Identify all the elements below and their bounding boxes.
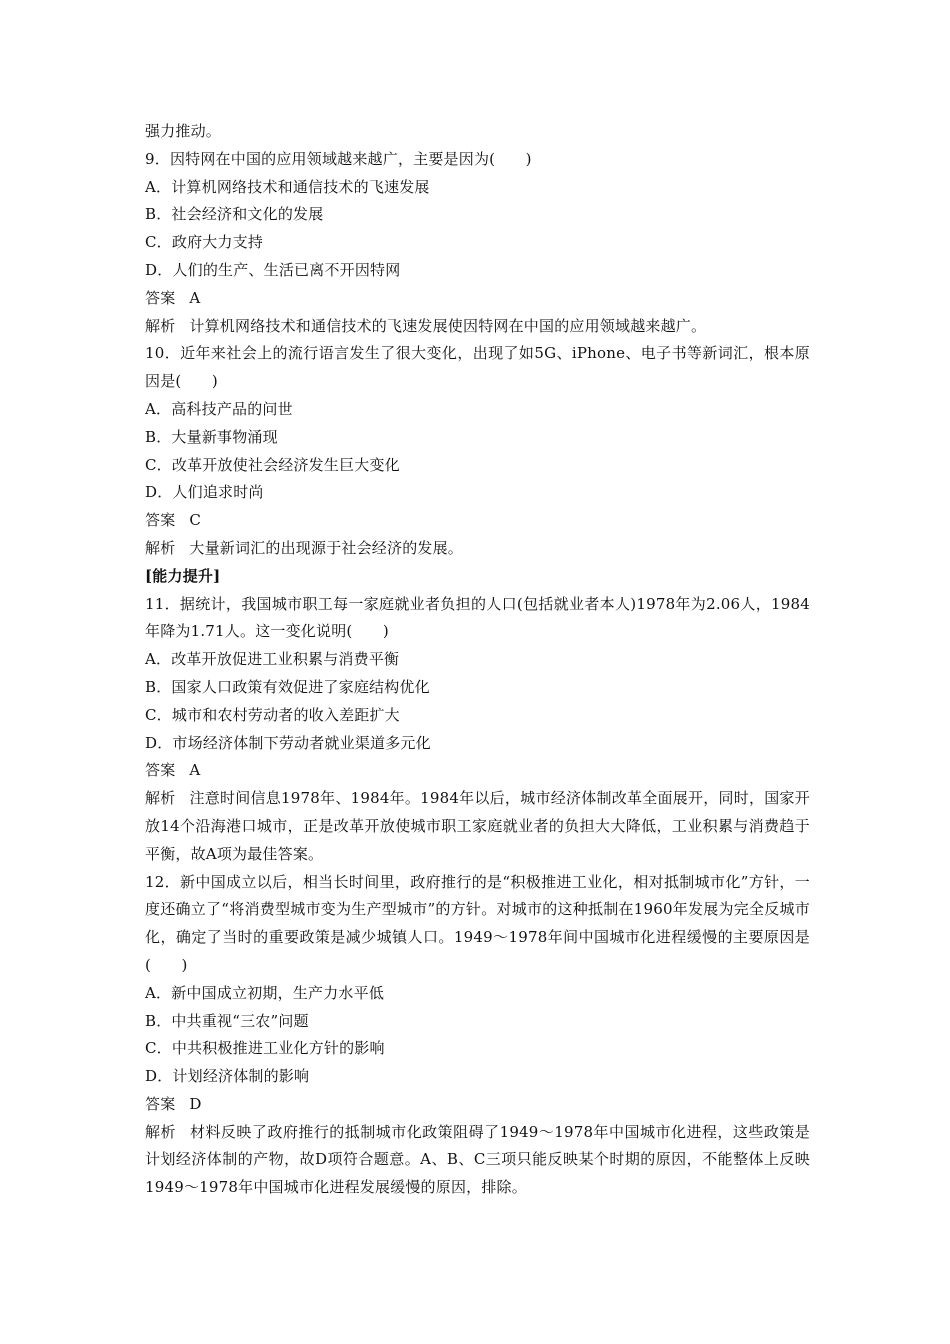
- document-page: [145, 118, 810, 1202]
- option-d: D．市场经济体制下劳动者就业渠道多元化: [145, 733, 431, 752]
- analysis-text: 注意时间信息1978年、1984年。1984年以后，城市经济体制改革全面展开，同时，国家开放14个沿海港口城市，正是改革开放使城市职工家庭就业者的负担大大降低，工业积累与消费趋于平衡，故A项为最佳答案。: [145, 789, 810, 863]
- answer-line: [145, 285, 810, 313]
- question-stem: 11．据统计，我国城市职工每一家庭就业者负担的人口(包括就业者本人)1978年为2.06人，1984年降为1.71人。这一变化说明( ): [145, 594, 810, 641]
- analysis-line: [145, 313, 810, 341]
- option-d: D．人们追求时尚: [145, 483, 264, 502]
- option-d: D．人们的生产、生活已离不开因特网: [145, 260, 401, 279]
- question-12: [145, 869, 810, 1203]
- answer-line: [145, 1091, 810, 1119]
- answer-label: 答案: [145, 288, 176, 307]
- option-b: B．中共重视“三农”问题: [145, 1011, 309, 1030]
- intro-tail: 强力推动。: [145, 122, 222, 140]
- option-b: B．社会经济和文化的发展: [145, 205, 324, 224]
- analysis-text: 大量新词汇的出现源于社会经济的发展。: [189, 538, 464, 557]
- question-11: [145, 591, 810, 869]
- section-title: [能力提升]: [145, 566, 221, 585]
- question-9: [145, 146, 810, 341]
- option-b: B．国家人口政策有效促进了家庭结构优化: [145, 677, 430, 696]
- option-a: A．计算机网络技术和通信技术的飞速发展: [145, 177, 430, 196]
- analysis-text: 计算机网络技术和通信技术的飞速发展使因特网在中国的应用领域越来越广。: [189, 316, 707, 335]
- question-stem: 12．新中国成立以后，相当长时间里，政府推行的是“积极推进工业化，相对抵制城市化”方针，一度还确立了“将消费型城市变为生产型城市”的方针。对城市的这种抵制在1960年发展为完全反城市化，确定了当时的重要政策是减少城镇人口。1949～1978年间中国城市化进程缓慢的主要原因是( ): [145, 872, 810, 974]
- analysis-line: [145, 785, 810, 868]
- answer-label: 答案: [145, 1094, 176, 1113]
- analysis-label: 解析: [145, 1122, 176, 1141]
- option-c: C．改革开放使社会经济发生巨大变化: [145, 455, 400, 474]
- option-a: A．改革开放促进工业积累与消费平衡: [145, 650, 400, 669]
- answer-value: A: [189, 288, 201, 307]
- analysis-text: 材料反映了政府推行的抵制城市化政策阻碍了1949～1978年中国城市化进程，这些政策是计划经济体制的产物，故D项符合题意。A、B、C三项只能反映某个时期的原因，不能整体上反映1949～1978年中国城市化进程发展缓慢的原因，排除。: [145, 1122, 811, 1197]
- option-b: B．大量新事物涌现: [145, 427, 278, 446]
- question-10: [145, 340, 810, 562]
- answer-value: D: [189, 1094, 202, 1113]
- analysis-label: 解析: [145, 538, 176, 557]
- answer-label: 答案: [145, 761, 176, 780]
- answer-line: [145, 507, 810, 535]
- option-d: D．计划经济体制的影响: [145, 1067, 310, 1086]
- analysis-line: [145, 1119, 810, 1202]
- analysis-label: 解析: [145, 789, 176, 808]
- answer-line: [145, 757, 810, 785]
- question-stem: 9．因特网在中国的应用领域越来越广，主要是因为( ): [145, 149, 532, 168]
- analysis-label: 解析: [145, 316, 176, 335]
- analysis-line: [145, 535, 810, 563]
- answer-label: 答案: [145, 511, 176, 530]
- answer-value: A: [189, 761, 201, 780]
- option-a: A．高科技产品的问世: [145, 399, 293, 418]
- option-c: C．中共积极推进工业化方针的影响: [145, 1039, 385, 1058]
- option-c: C．城市和农村劳动者的收入差距扩大: [145, 705, 400, 724]
- question-stem: 10．近年来社会上的流行语言发生了很大变化，出现了如5G、iPhone、电子书等新词汇，根本原因是( ): [145, 344, 810, 391]
- option-c: C．政府大力支持: [145, 233, 264, 252]
- answer-value: C: [189, 511, 202, 530]
- option-a: A．新中国成立初期，生产力水平低: [145, 983, 385, 1002]
